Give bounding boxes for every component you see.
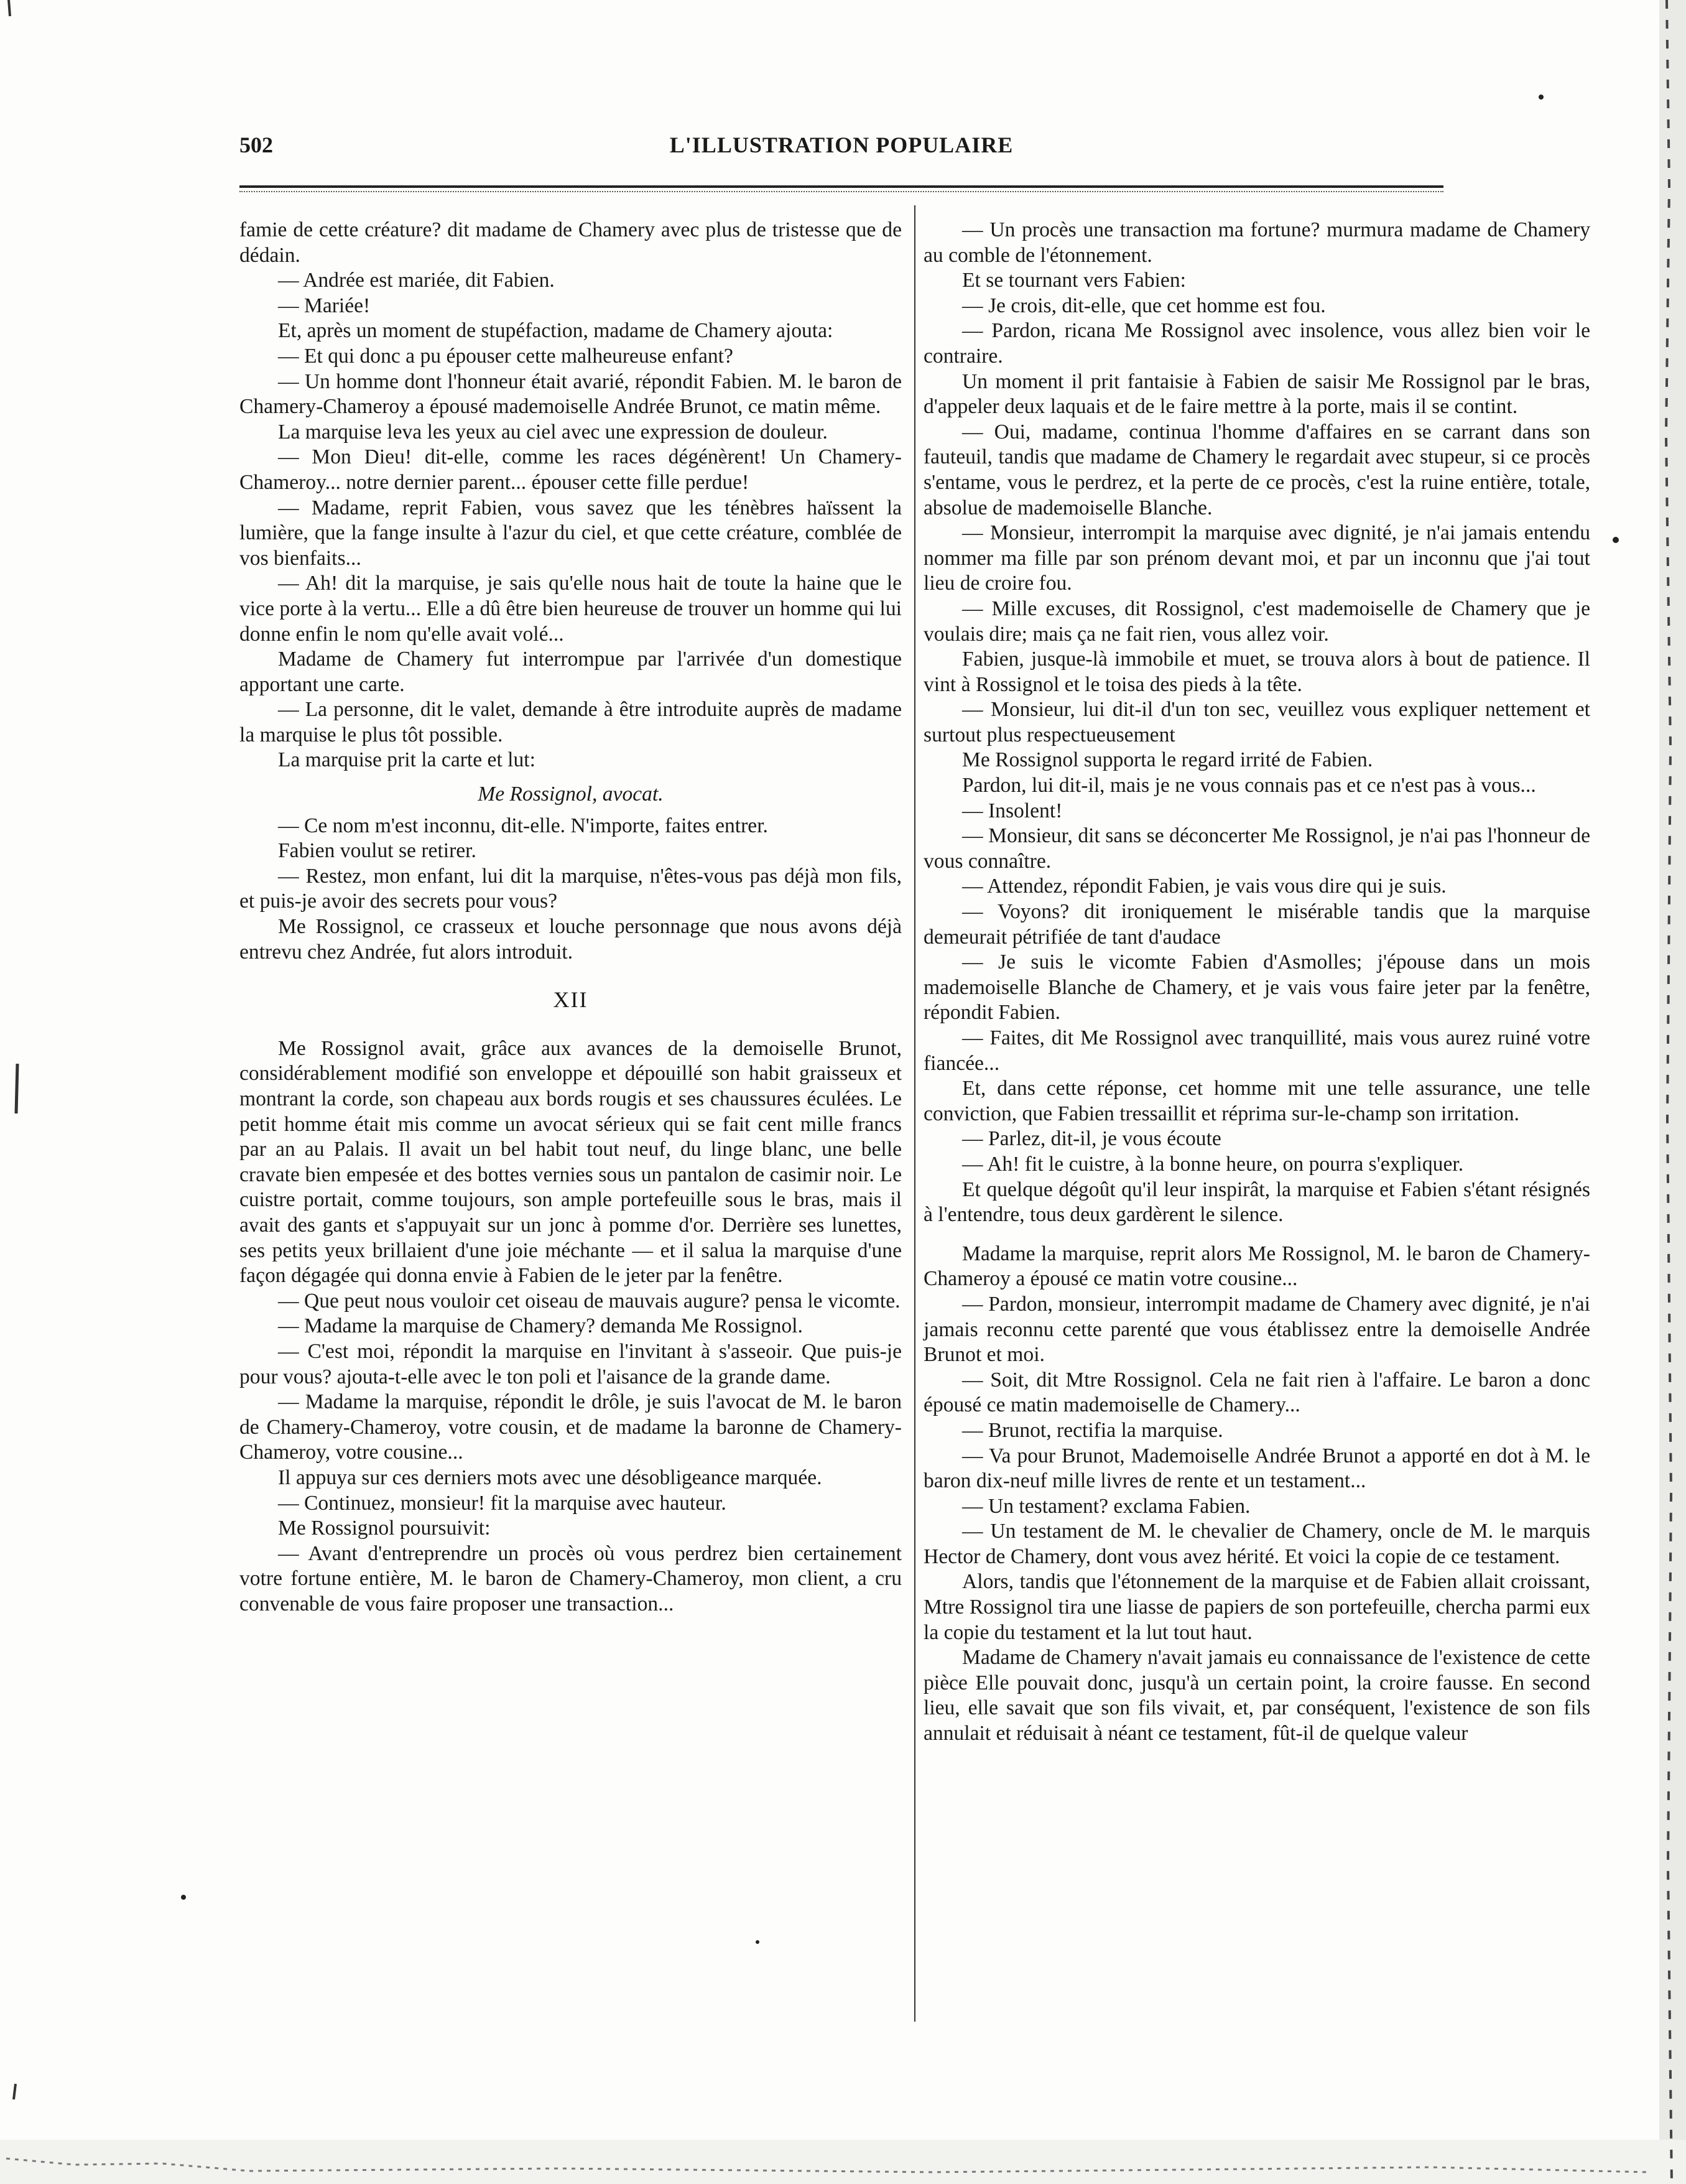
paragraph: — Pardon, monsieur, interrompit madame de Chamery avec dignité, je n'ai jamais reconnu cette parenté que vous établissez entre la demoiselle Andrée Brunot et moi. [924,1292,1590,1367]
page-header [239,132,1443,163]
paragraph: — Soit, dit Mtre Rossignol. Cela ne fait rien à l'affaire. Le baron a donc épousé ce matin mademoiselle de Chamery... [924,1368,1590,1417]
paragraph: — Pardon, ricana Me Rossignol avec insolence, vous allez bien voir le contraire. [924,319,1590,368]
paragraph: La marquise leva les yeux au ciel avec une expression de douleur. [278,420,828,444]
paragraph: — Parlez, dit-il, je vous écoute [962,1127,1221,1151]
paragraph: — Je crois, dit-elle, que cet homme est fou. [962,294,1326,317]
chapter-heading: XII [553,987,588,1013]
paragraph: — Madame, reprit Fabien, vous savez que les ténèbres haïssent la lumière, que la fange insulte à l'azur du ciel, et que cette créature, comblée de vos bienfaits... [239,496,902,570]
scan-edge-bottom [0,2140,1686,2184]
paragraph: Et quelque dégoût qu'il leur inspirât, la marquise et Fabien s'étant résignés à l'entendre, tous deux gardèrent le silence. [924,1178,1590,1227]
paragraph: Madame la marquise, reprit alors Me Rossignol, M. le baron de Chamery-Chameroy a épousé ce matin votre cousine... [924,1242,1590,1291]
paragraph: Me Rossignol poursuivit: [278,1517,491,1540]
paragraph: — Madame la marquise de Chamery? demanda Me Rossignol. [278,1314,803,1338]
paragraph: — C'est moi, répondit la marquise en l'invitant à s'asseoir. Que puis-je pour vous? ajouta-t-elle avec le ton poli et l'aisance de la grande dame. [239,1339,902,1388]
scan-mark-left [16,1064,17,1113]
paragraph: — Un homme dont l'honneur était avarié, répondit Fabien. M. le baron de Chamery-Chameroy a épousé mademoiselle Andrée Brunot, ce matin même. [239,369,902,419]
paragraph: Me Rossignol avait, grâce aux avances de la demoiselle Brunot, considérablement modifié son enveloppe et dépouillé son habit graisseux et montrant la corde, son chapeau aux bords rougis et ses chaussures éculées. Le petit homme était mis comme un avocat sérieux qui se fait cent mille francs par an au Palais. Il avait un bel habit tout neuf, du linge blanc, une belle cravate bien empesée et des bottes vernies sous un pantalon de casimir noir. Le cuistre portait, comme toujours, son ample portefeuille sous le bras, mais il avait des gants et s'appuyait sur un jonc à pomme d'or. Derrière ses lunettes, ses petits yeux brillaient d'une joie méchante — et il salua la marquise d'une façon dégagée qui donna envie à Fabien de le jeter par la fenêtre. [239,1036,902,1288]
paragraph: Alors, tandis que l'étonnement de la marquise et de Fabien allait croissant, Mtre Rossignol tira une liasse de papiers de son portefeuille, chercha parmi eux la copie du testament et la lut tout haut. [924,1570,1590,1644]
paragraph: Me Rossignol, avocat. [478,783,664,806]
right-text-column [924,218,1590,1747]
paragraph: — Mon Dieu! dit-elle, comme les races dégénèrent! Un Chamery-Chameroy... notre dernier parent... épouser cette fille perdue! [239,445,902,494]
paragraph: — La personne, dit le valet, demande à être introduite auprès de madame la marquise le plus tôt possible. [239,698,902,746]
paragraph: — Brunot, rectifia la marquise. [962,1418,1223,1442]
paragraph: — Madame la marquise, répondit le drôle, je suis l'avocat de M. le baron de Chamery-Chameroy, votre cousin, et de madame la baronne de Chamery-Chameroy, votre cousine... [239,1390,902,1464]
paragraph: — Oui, madame, continua l'homme d'affaires en se carrant dans son fauteuil, tandis que madame de Chamery le regardait avec stupeur, si ce procès s'entame, vous le perdrez, et la perte de ce procès, c'est la ruine entière, totale, absolue de mademoiselle Blanche. [924,420,1590,519]
paragraph: Me Rossignol supporta le regard irrité de Fabien. [962,748,1373,772]
paragraph: — Monsieur, dit sans se déconcerter Me Rossignol, je n'ai pas l'honneur de vous connaître. [924,824,1590,873]
scan-speck [1539,95,1544,100]
paragraph: Madame de Chamery fut interrompue par l'arrivée d'un domestique apportant une carte. [239,648,902,696]
paragraph: — Attendez, répondit Fabien, je vais vous dire qui je suis. [962,875,1447,898]
scan-mark-top-left [9,0,10,16]
paragraph: — Ah! dit la marquise, je sais qu'elle nous hait de toute la haine que le vice porte à la vertu... Elle a dû être bien heureuse de trouver un homme qui lui donne enfin le nom qu'elle avait volé... [239,572,902,646]
paragraph: Il appuya sur ces derniers mots avec une désobligeance marquée. [278,1466,822,1489]
paragraph: Fabien, jusque-là immobile et muet, se trouva alors à bout de patience. Il vint à Rossignol et le toisa des pieds à la tête. [924,648,1590,696]
scan-noise-right [1666,0,1672,2184]
paragraph: — Ce nom m'est inconnu, dit-elle. N'importe, faites entrer. [278,814,768,837]
scan-speck [181,1895,186,1900]
paragraph: Fabien voulut se retirer. [278,839,476,863]
paragraph: famie de cette créature? dit madame de Chamery avec plus de tristesse que de dédain. [239,218,902,267]
paragraph: — Mille excuses, dit Rossignol, c'est mademoiselle de Chamery que je voulais dire; mais ça ne fait rien, vous allez voir. [924,597,1590,646]
page-number: 502 [239,132,273,157]
paragraph: — Un procès une transaction ma fortune? murmura madame de Chamery au comble de l'étonnement. [924,218,1590,267]
journal-title: L'ILLUSTRATION POPULAIRE [669,132,1014,157]
paragraph: La marquise prit la carte et lut: [278,748,535,772]
scan-noise-bottom [6,2158,1648,2172]
paragraph: — Un testament de M. le chevalier de Chamery, oncle de M. le marquis Hector de Chamery, dont vous avez hérité. Et voici la copie de ce testament. [924,1520,1590,1568]
paragraph: Me Rossignol, ce crasseux et louche personnage que nous avons déjà entrevu chez Andrée, fut alors introduit. [239,915,902,964]
paragraph: Un moment il prit fantaisie à Fabien de saisir Me Rossignol par le bras, d'appeler deux laquais et de le faire mettre à la porte, mais il se contint. [924,369,1590,419]
paragraph: Et, dans cette réponse, cet homme mit une telle assurance, une telle conviction, que Fabien tressaillit et réprima sur-le-champ son irritation. [924,1077,1590,1125]
paragraph: — Va pour Brunot, Mademoiselle Andrée Brunot a apporté en dot à M. le baron dix-neuf mille livres de rente et un testament... [924,1444,1590,1493]
scan-edge-right [1659,0,1686,2184]
paragraph: Madame de Chamery n'avait jamais eu connaissance de l'existence de cette pièce Elle pouvait donc, jusqu'à un certain point, la croire fausse. En second lieu, elle savait que son fils vivait, et, par conséquent, l'existence de son fils annulait et réduisait à néant ce testament, fût-il de quelque valeur [924,1646,1590,1745]
paragraph: — Je suis le vicomte Fabien d'Asmolles; j'épouse dans un mois mademoiselle Blanche de Chamery, et je vais vous faire jeter par la fenêtre, répondit Fabien. [924,950,1590,1025]
paragraph: Et, après un moment de stupéfaction, madame de Chamery ajouta: [278,319,833,343]
scan-mark-left-bottom [14,2084,16,2099]
paragraph: — Avant d'entreprendre un procès où vous perdrez bien certainement votre fortune entière, M. le baron de Chamery-Chameroy, mon client, a cru convenable de vous faire proposer une transaction... [239,1541,902,1615]
paragraph: — Faites, dit Me Rossignol avec tranquillité, mais vous aurez ruiné votre fiancée... [924,1026,1590,1075]
scan-speck [1613,537,1619,543]
paragraph: — Voyons? dit ironiquement le misérable tandis que la marquise demeurait pétrifiée de tant d'audace [924,900,1590,949]
header-rule [239,185,1443,188]
paragraph: — Insolent! [962,799,1063,822]
paragraph: Et se tournant vers Fabien: [962,269,1186,292]
paragraph: — Ah! fit le cuistre, à la bonne heure, on pourra s'expliquer. [962,1152,1464,1176]
paragraph: — Andrée est mariée, dit Fabien. [278,269,555,292]
paragraph: — Que peut nous vouloir cet oiseau de mauvais augure? pensa le vicomte. [278,1289,901,1313]
header-dotted-rule [239,191,1443,192]
paragraph: — Un testament? exclama Fabien. [962,1494,1251,1518]
paragraph: — Et qui donc a pu épouser cette malheureuse enfant? [278,344,733,368]
column-divider [914,205,915,2022]
paragraph: — Restez, mon enfant, lui dit la marquise, n'êtes-vous pas déjà mon fils, et puis-je avoir des secrets pour vous? [239,864,902,913]
paragraph: Pardon, lui dit-il, mais je ne vous connais pas et ce n'est pas à vous... [962,774,1536,797]
paragraph: — Continuez, monsieur! fit la marquise avec hauteur. [278,1491,726,1515]
paragraph: — Monsieur, interrompit la marquise avec dignité, je n'ai jamais entendu nommer ma fille par son prénom devant moi, et par un inconnu que j'ai tout lieu de croire fou. [924,521,1590,595]
left-text-column [239,218,902,1617]
scan-speck [756,1940,759,1944]
paragraph: — Mariée! [278,294,371,317]
paragraph: — Monsieur, lui dit-il d'un ton sec, veuillez vous expliquer nettement et surtout plus respectueusement [924,698,1590,746]
